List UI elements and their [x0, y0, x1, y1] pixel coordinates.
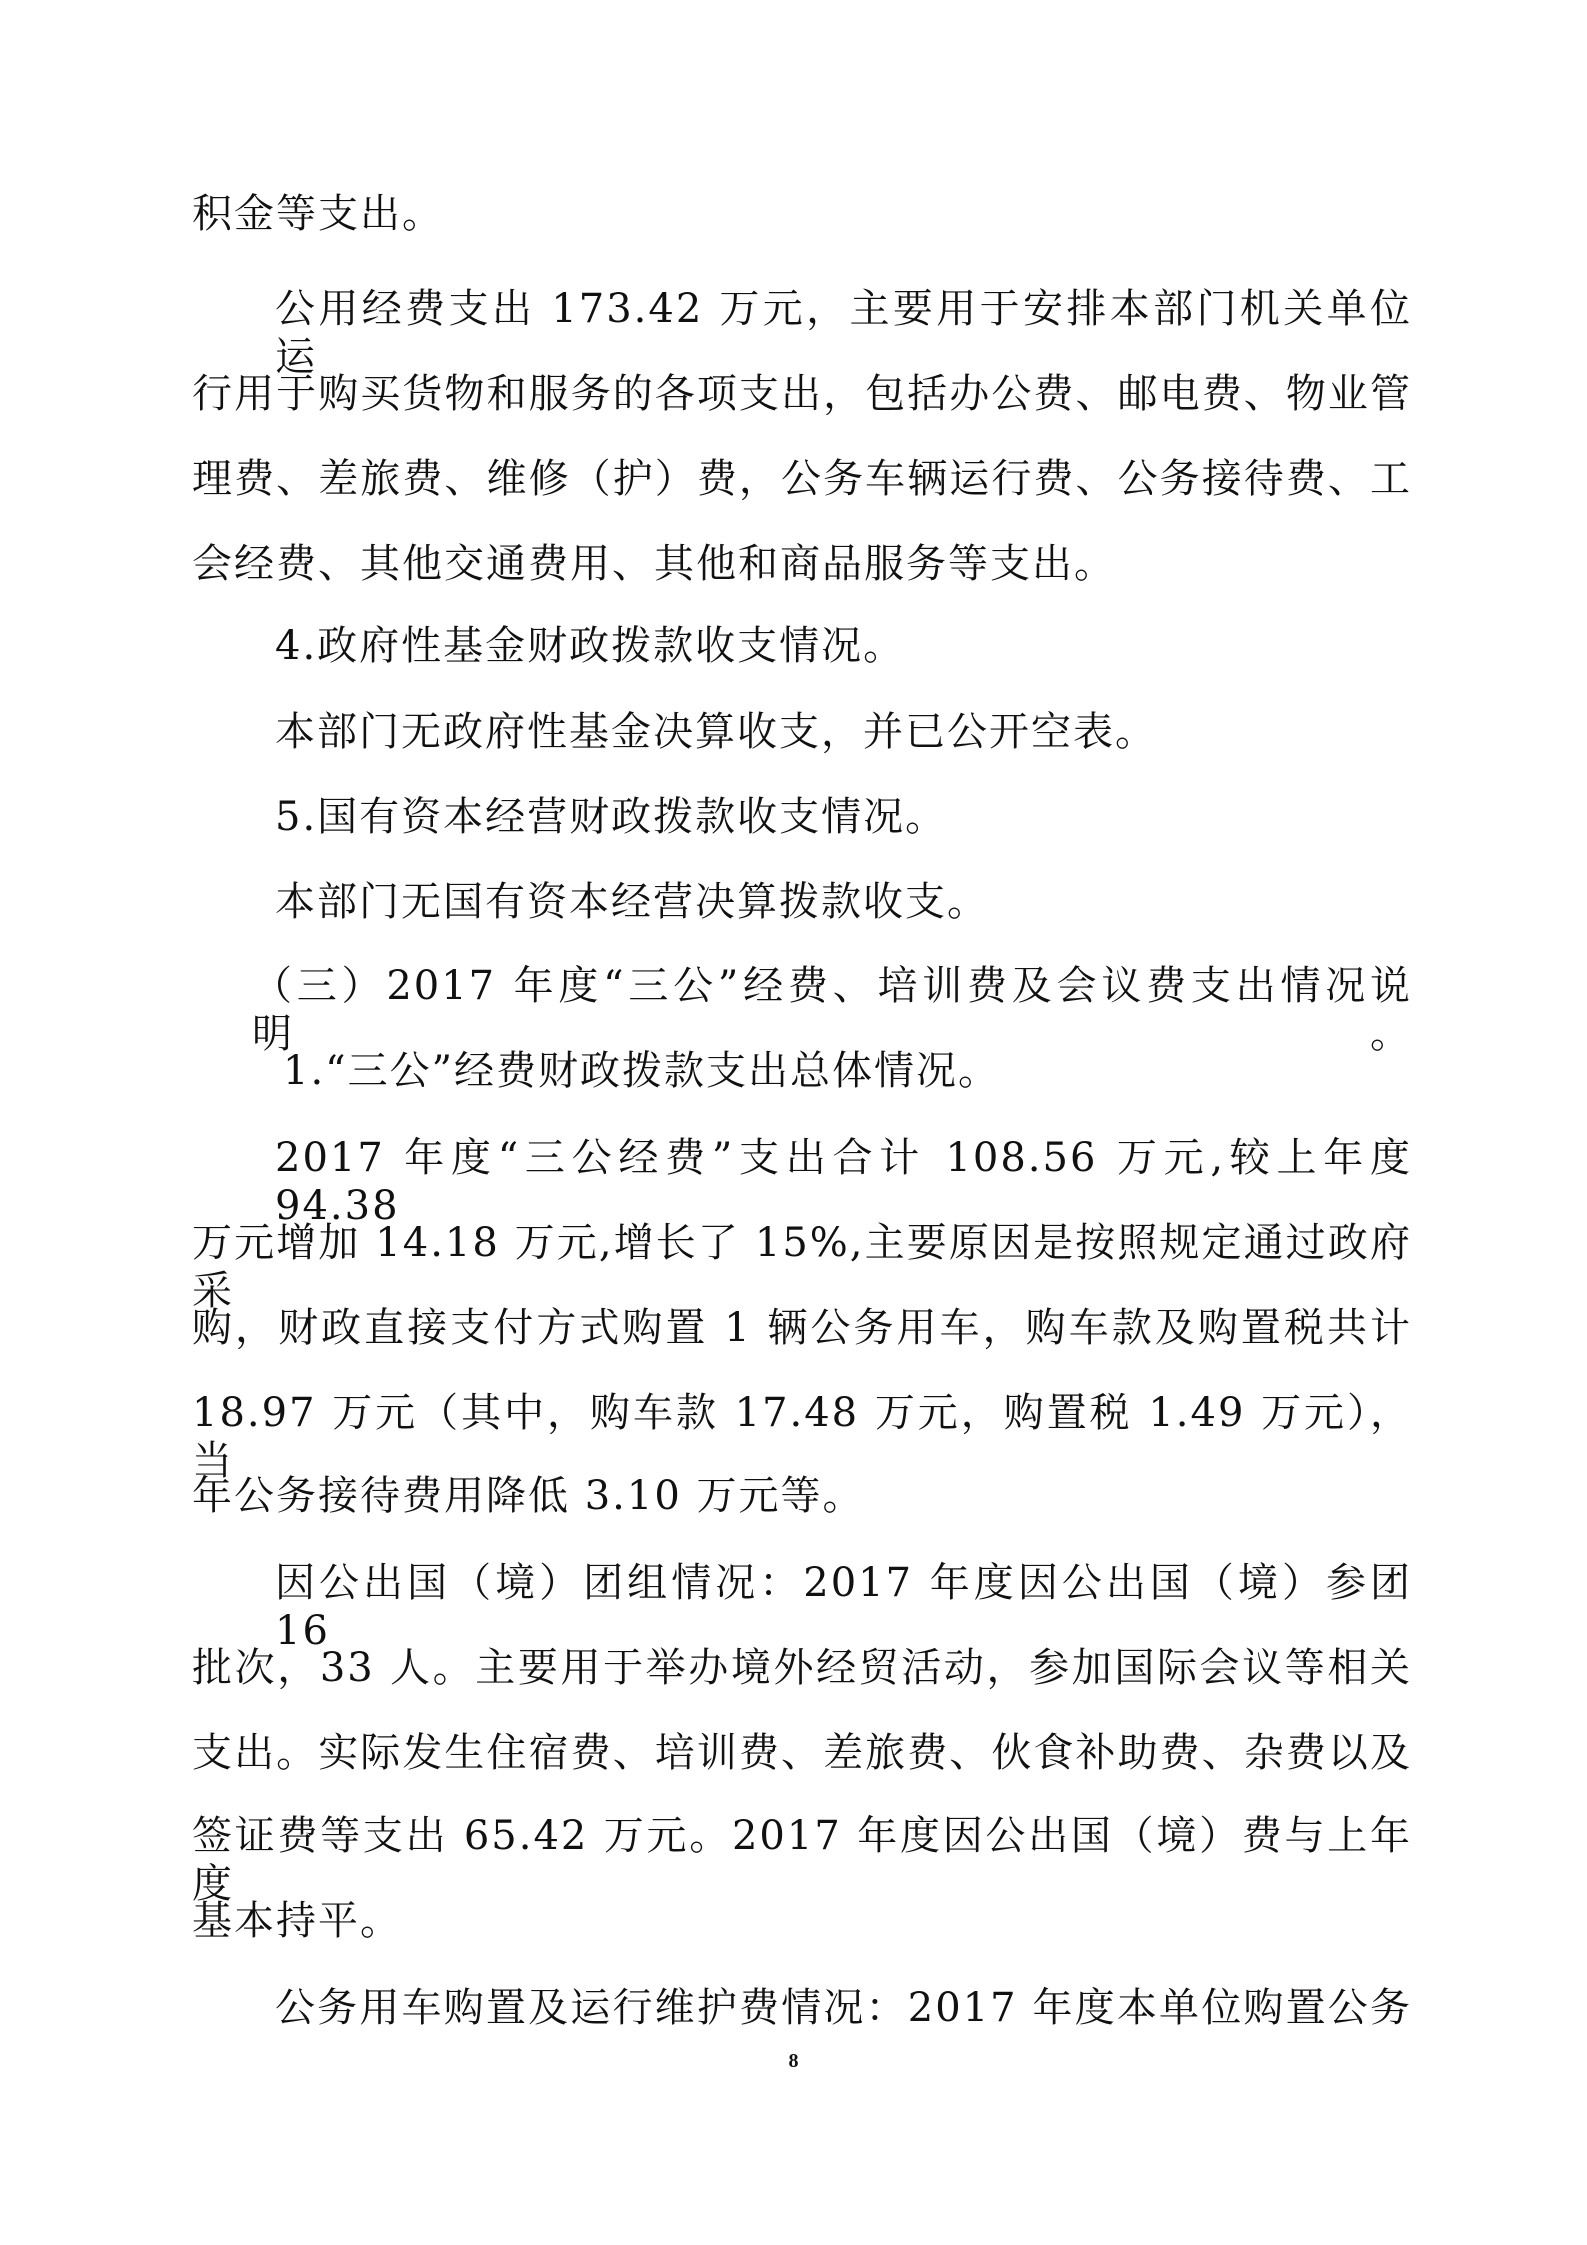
text-line: 行用于购买货物和服务的各项支出，包括办公费、邮电费、物业管: [192, 371, 1412, 417]
text-line: 本部门无国有资本经营决算拨款收支。: [275, 879, 989, 925]
text-line: 积金等支出。: [192, 191, 444, 237]
text-line: 购，财政直接支付方式购置 1 辆公务用车，购车款及购置税共计: [192, 1305, 1412, 1351]
text-line: 万元增加 14.18 万元,增长了 15%,主要原因是按照规定通过政府采: [192, 1220, 1412, 1314]
text-line: 本部门无政府性基金决算收支，并已公开空表。: [275, 709, 1157, 755]
text-line: 签证费等支出 65.42 万元。2017 年度因公出国（境）费与上年度: [192, 1813, 1412, 1907]
text-line: 支出。实际发生住宿费、培训费、差旅费、伙食补助费、杂费以及: [192, 1730, 1412, 1776]
text-line: 2017 年度“三公经费”支出合计 108.56 万元,较上年度 94.38: [275, 1135, 1412, 1229]
text-line: 会经费、其他交通费用、其他和商品服务等支出。: [192, 541, 1116, 587]
subsection-heading: 1.“三公”经费财政拨款支出总体情况。: [283, 1048, 1001, 1094]
text-line: 基本持平。: [192, 1898, 402, 1944]
text-line: 理费、差旅费、维修（护）费，公务车辆运行费、公务接待费、工: [192, 456, 1412, 502]
text-line: 5.国有资本经营财政拨款收支情况。: [275, 794, 948, 840]
text-line: 18.97 万元（其中，购车款 17.48 万元，购置税 1.49 万元），当: [192, 1390, 1412, 1484]
text-line: 公用经费支出 173.42 万元，主要用于安排本部门机关单位运: [275, 286, 1412, 380]
text-line: 公务用车购置及运行维护费情况：2017 年度本单位购置公务: [275, 1985, 1412, 2031]
text-line: 年公务接待费用降低 3.10 万元等。: [192, 1473, 865, 1519]
section-heading: （三）2017 年度“三公”经费、培训费及会议费支出情况说明。: [252, 963, 1412, 1057]
text-line: 批次，33 人。主要用于举办境外经贸活动，参加国际会议等相关: [192, 1645, 1412, 1691]
text-line: 因公出国（境）团组情况：2017 年度因公出国（境）参团 16: [275, 1560, 1412, 1654]
text-line: 4.政府性基金财政拨款收支情况。: [275, 623, 906, 669]
page-number: 8: [788, 2050, 799, 2072]
